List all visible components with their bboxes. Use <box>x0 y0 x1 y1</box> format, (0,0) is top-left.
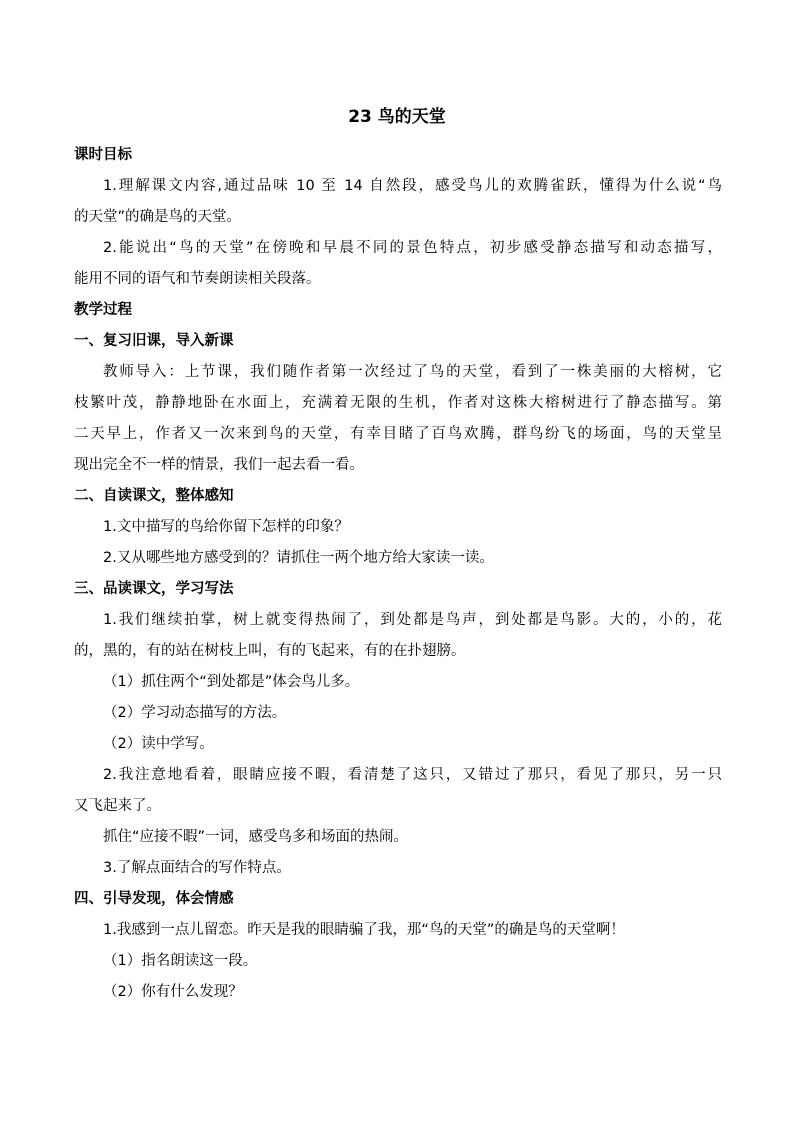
paragraph-line: 1.我们继续拍掌，树上就变得热闹了，到处都是鸟声，到处都是鸟影。大的，小的，花 <box>103 612 722 628</box>
paragraph-line: （2）读中学写。 <box>103 736 214 752</box>
paragraph-line: （2）学习动态描写的方法。 <box>103 705 287 721</box>
paragraph-line: （2）你有什么发现？ <box>103 984 243 1000</box>
paragraph-line: 现出完全不一样的情景，我们一起去看一看。 <box>74 457 364 473</box>
paragraph-line: 3.了解点面结合的写作特点。 <box>103 860 291 876</box>
section-heading-goals: 课时目标 <box>74 147 132 163</box>
paragraph-line: （1）指名朗读这一段。 <box>103 953 258 969</box>
document-body <box>74 140 722 1008</box>
paragraph-line: 1.我感到一点儿留恋。昨天是我的眼睛骗了我，那“鸟的天堂”的确是鸟的天堂啊！ <box>103 922 625 938</box>
paragraph-line: 2.能说出“鸟的天堂”在傍晚和早晨不同的景色特点，初步感受静态描写和动态描写， <box>103 240 722 256</box>
paragraph-line: （1）抓住两个“到处都是”体会鸟儿多。 <box>103 674 360 690</box>
paragraph-line: 教师导入：上节课，我们随作者第一次经过了鸟的天堂，看到了一株美丽的大榕树，它 <box>103 364 722 380</box>
paragraph-line: 2.又从哪些地方感受到的？请抓住一两个地方给大家读一读。 <box>103 550 494 566</box>
paragraph-line: 又飞起来了。 <box>74 798 161 814</box>
paragraph-line: 抓住“应接不暇”一词，感受鸟多和场面的热闹。 <box>103 829 409 845</box>
page-title: 23 鸟的天堂 <box>348 107 446 127</box>
paragraph-line: 枝繁叶茂，静静地卧在水面上，充满着无限的生机，作者对这株大榕树进行了静态描写。第 <box>74 395 722 411</box>
paragraph-line: 二天早上，作者又一次来到鸟的天堂，有幸目睹了百鸟欢腾，群鸟纷飞的场面，鸟的天堂呈 <box>74 426 722 442</box>
paragraph-line: 的，黑的，有的站在树枝上叫，有的飞起来，有的在扑翅膀。 <box>74 643 466 659</box>
paragraph-line: 1.理解课文内容,通过品味 10 至 14 自然段，感受鸟儿的欢腾雀跃，懂得为什么说“鸟 <box>103 178 722 194</box>
section-heading-process: 教学过程 <box>74 302 132 318</box>
paragraph-line: 2.我注意地看着，眼睛应接不暇，看清楚了这只，又错过了那只，看见了那只，另一只 <box>103 767 722 783</box>
paragraph-line: 1.文中描写的鸟给你留下怎样的印象？ <box>103 519 349 535</box>
section-heading-part1: 一、复习旧课，导入新课 <box>74 333 234 349</box>
section-heading-part4: 四、引导发现，体会情感 <box>74 891 234 907</box>
paragraph-line: 的天堂”的确是鸟的天堂。 <box>74 209 242 225</box>
section-heading-part2: 二、自读课文，整体感知 <box>74 488 234 504</box>
paragraph-line: 能用不同的语气和节奏朗读相关段落。 <box>74 271 321 287</box>
section-heading-part3: 三、品读课文，学习写法 <box>74 581 234 597</box>
